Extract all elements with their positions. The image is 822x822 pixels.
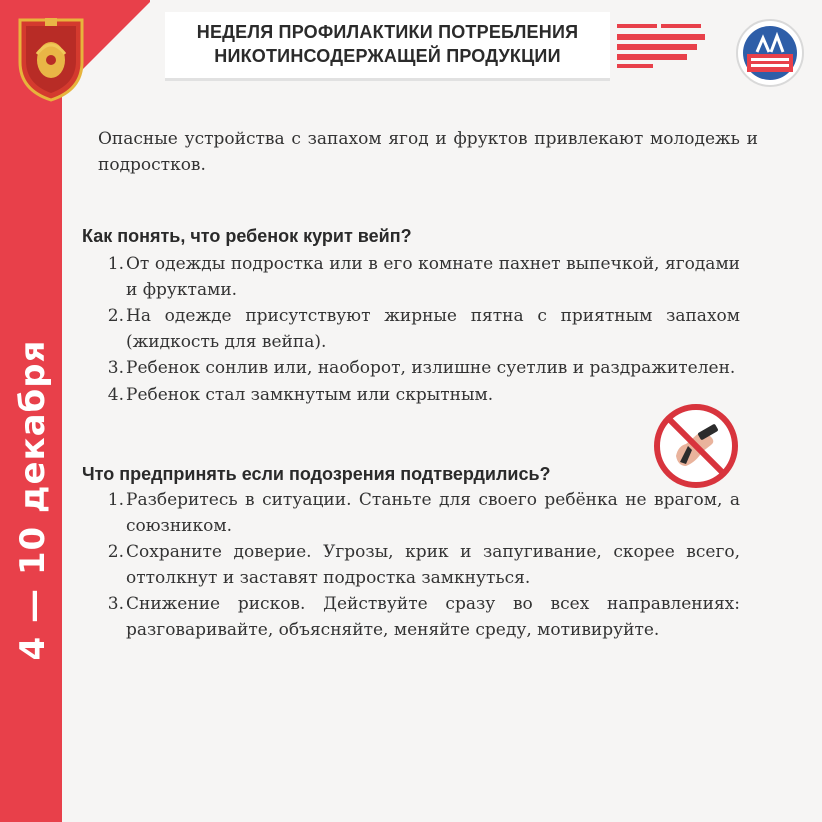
list-item-text: Снижение рисков. Действуйте сразу во всех направлениях: разговаривайте, объясняйте, меняйте среду, мотивируйте. (126, 594, 740, 640)
list-item (100, 356, 740, 382)
coat-of-arms-icon (12, 14, 90, 102)
header-title-line2: НИКОТИНСОДЕРЖАЩЕЙ ПРОДУКЦИИ (214, 46, 561, 66)
list-item-number: 2. (107, 542, 124, 562)
list-item-number: 3. (107, 358, 124, 378)
list-item (100, 488, 740, 539)
list-item-text: Сохраните доверие. Угрозы, крик и запугивание, скорее всего, оттолкнут и заставят подростка замкнуться. (126, 542, 740, 588)
national-projects-logo (615, 14, 711, 72)
list-item-number: 3. (107, 594, 124, 614)
list-item-text: Ребенок стал замкнутым или скрытным. (126, 384, 494, 405)
section1-list (100, 252, 740, 408)
round-logo-icon (735, 18, 805, 88)
intro-paragraph: Опасные устройства с запахом ягод и фруктов привлекают молодежь и подростков. (98, 129, 758, 175)
list-item-text: От одежды подростка или в его комнате пахнет выпечкой, ягодами и фруктами. (126, 254, 740, 300)
list-item-number: 4. (107, 384, 124, 405)
header-banner (165, 12, 610, 81)
list-item (100, 592, 740, 643)
header-title-line1: НЕДЕЛЯ ПРОФИЛАКТИКИ ПОТРЕБЛЕНИЯ (196, 22, 579, 42)
list-item-text: На одежде присутствуют жирные пятна с приятным запахом (жидкость для вейпа). (126, 306, 740, 352)
list-item (100, 540, 740, 591)
list-item (100, 252, 740, 303)
list-item-number: 2. (107, 306, 124, 326)
list-item-number: 1. (107, 254, 124, 274)
section2-list (100, 488, 740, 643)
list-item-text: Разберитесь в ситуации. Станьте для своего ребёнка не врагом, а союзником. (126, 490, 740, 536)
list-item-number: 1. (107, 490, 124, 510)
list-item (100, 383, 740, 409)
list-item (100, 304, 740, 355)
section2-title: Что предпринять если подозрения подтвердились? (82, 464, 551, 484)
list-item-text: Ребенок сонлив или, наоборот, излишне суетлив и раздражителен. (126, 358, 736, 378)
section1-title: Как понять, что ребенок курит вейп? (82, 226, 412, 246)
date-range-vertical: 4 — 10 декабря (13, 339, 53, 661)
